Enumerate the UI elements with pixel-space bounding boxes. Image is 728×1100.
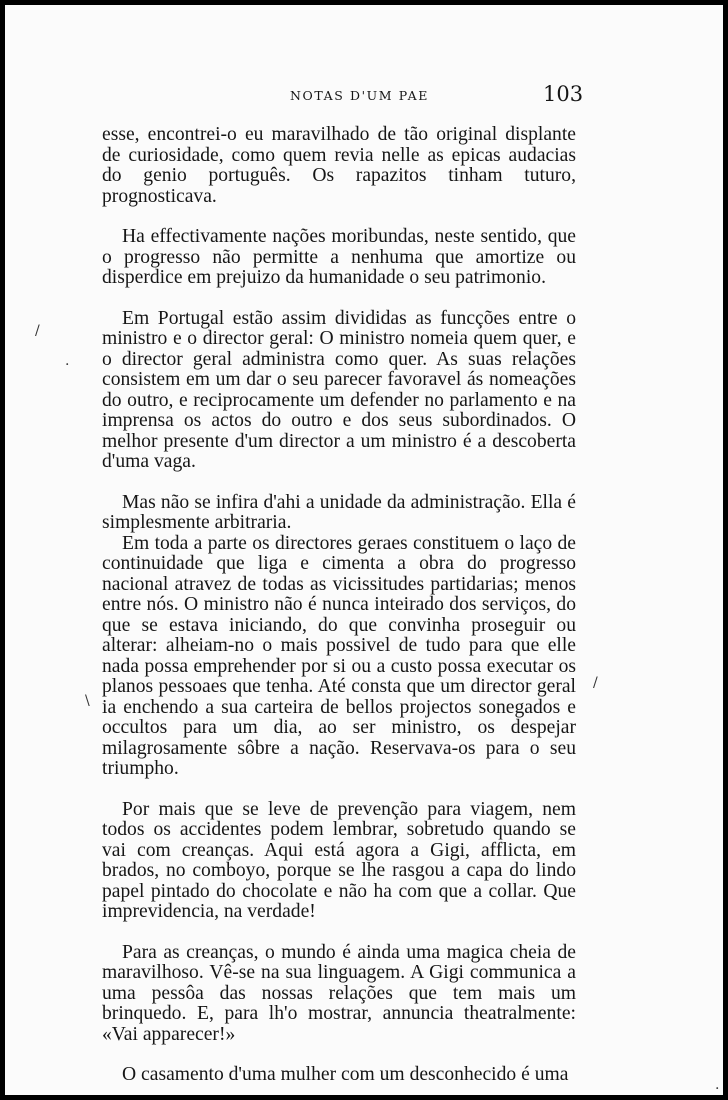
page-number: 103 <box>543 82 584 106</box>
paragraph: Mas não se infira d'ahi a unidade da administração. Ella é simplesmente arbitraria. <box>102 491 576 533</box>
margin-speck: . <box>715 1077 720 1093</box>
margin-speck: . <box>65 353 70 369</box>
paragraph: Ha effectivamente nações moribundas, neste sentido, que o progresso não permitte a nenhuma que amortize ou disperdice em prejuizo da humanidade o seu patrimonio. <box>102 226 576 288</box>
body-text <box>102 125 576 1086</box>
running-head: NOTAS D'UM PAE <box>290 88 429 103</box>
paragraph: Para as creanças, o mundo é ainda uma magica cheia de maravilhoso. Vê-se na sua linguagem. A Gigi communica a uma pessôa das nossas relações que tem mais um brinquedo. E, para lh'o mostrar, annuncia theatralmente: «Vai apparecer!» <box>102 941 576 1045</box>
paragraph: esse, encontrei-o eu maravilhado de tão original displante de curiosidade, como quem revia nelle as epicas audacias do genio português. Os rapazitos tinham tuturo, prognosticava. <box>102 124 576 207</box>
paragraph: O casamento d'uma mulher com um desconhecido é uma <box>122 1064 569 1085</box>
margin-speck: / <box>593 675 598 691</box>
margin-speck: \ <box>85 693 90 709</box>
paragraph: Por mais que se leve de prevenção para viagem, nem todos os accidentes podem lembrar, sobretudo quando se vai com creanças. Aqui está agora a Gigi, afflicta, em brados, no comboyo, porque se lhe rasgou a capa do lindo papel pintado do chocolate e não ha com que a collar. Que imprevidencia, na verdade! <box>102 798 576 922</box>
margin-speck: / <box>35 323 40 339</box>
book-page <box>5 5 723 1095</box>
paragraph: Em toda a parte os directores geraes constituem o laço de continuidade que liga e cimenta a obra do progresso nacional atravez de todas as vicissitudes partidarias; menos entre nós. O ministro não é nunca inteirado dos serviços, do que se estava iniciando, do que convinha proseguir ou alterar: alheiam-no o mais possivel de tudo para que elle nada possa emprehender por si ou a custo possa executar os planos pessoaes que tenha. Até consta que um director geral ia enchendo a sua carteira de bellos projectos sonegados e occultos para um dia, ao ser ministro, os despejar milagrosamente sôbre a nação. Reservava-os para o seu triumpho. <box>102 532 576 779</box>
paragraph: Em Portugal estão assim divididas as funcções entre o ministro e o director geral: O ministro nomeia quem quer, e o director geral administra como quer. As suas relações consistem em um dar o seu parecer favoravel ás nomeações do outro, e reciprocamente um defender no parlamento e na imprensa os actos do outro e dos seus subordinados. O melhor presente d'um director a um ministro é a descoberta d'uma vaga. <box>102 307 576 472</box>
